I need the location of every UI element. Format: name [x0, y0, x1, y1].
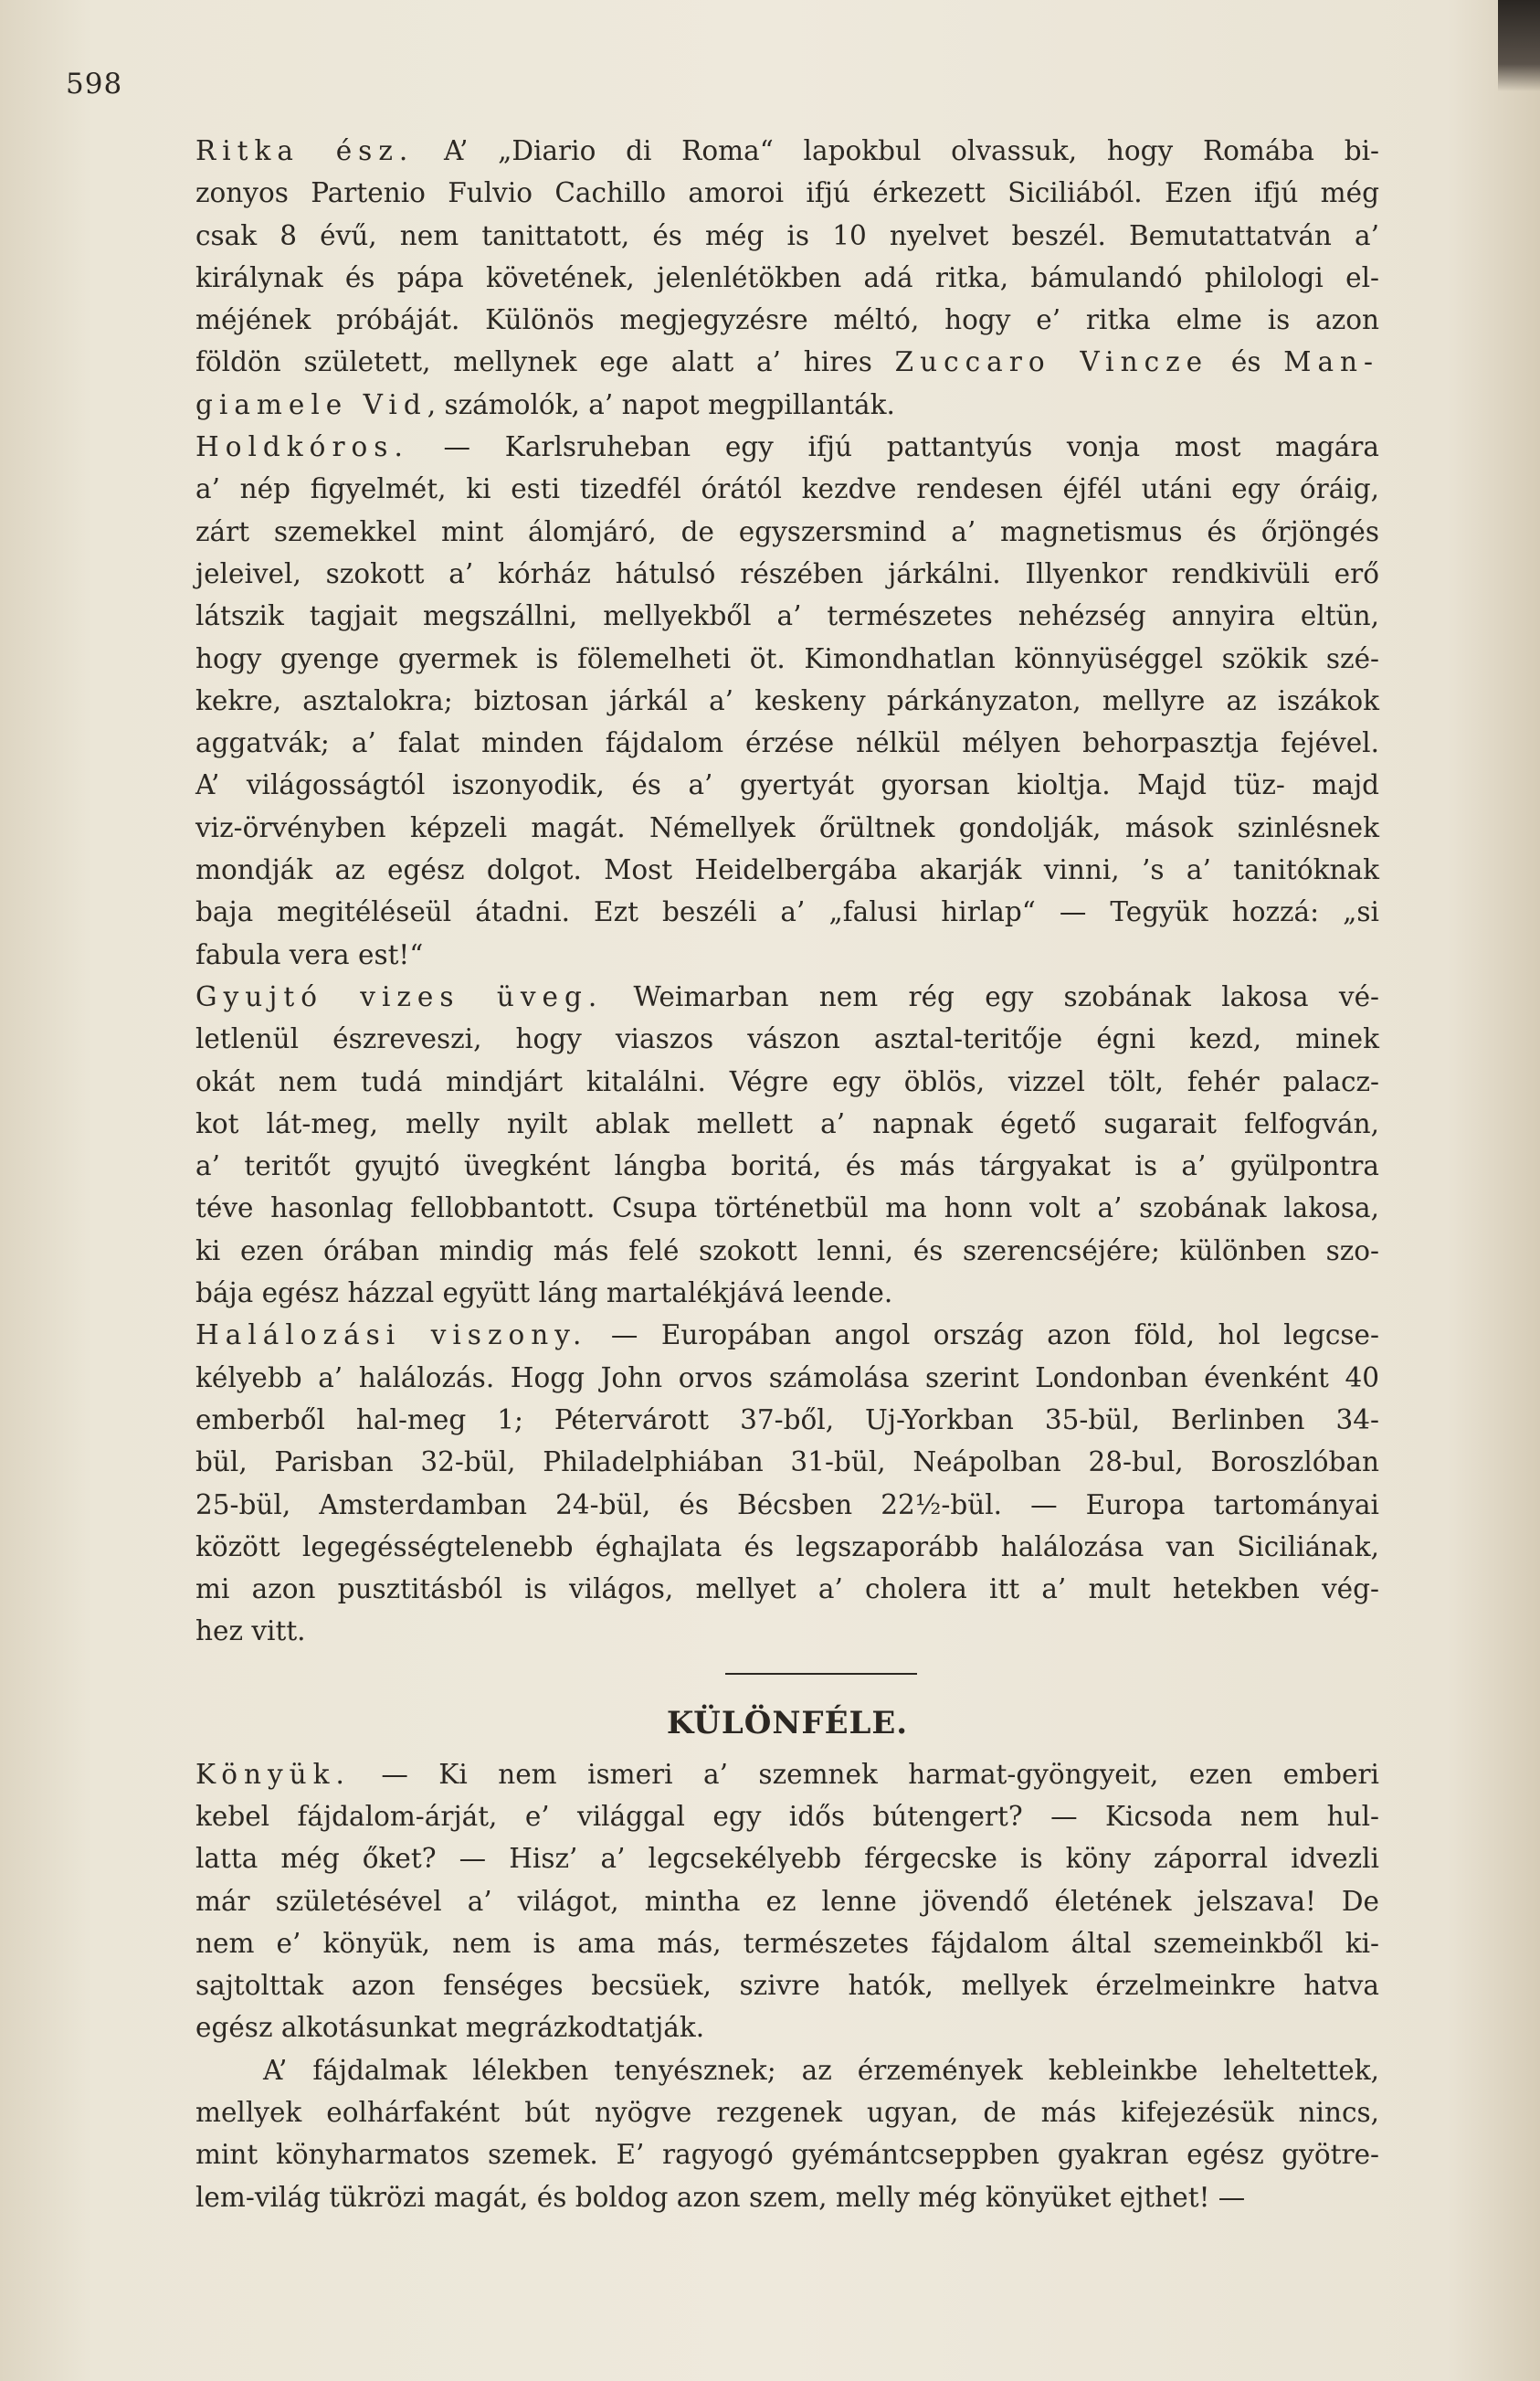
text-line: [195, 341, 1379, 383]
line-text: — Karlsruheban egy ifjú pattantyús vonja most magára: [408, 431, 1379, 463]
text-line: [195, 1272, 1379, 1314]
line-text: bül, Parisban 32-bül, Philadelphiában 31-bül, Neápolban 28-bul, Boroszlóban: [195, 1446, 1379, 1478]
text-line: [195, 2176, 1379, 2218]
page-number: 598: [66, 68, 123, 101]
line-text: viz-örvényben képzeli magát. Némellyek őrültnek gondolják, mások szinlésnek: [195, 811, 1379, 843]
line-text: nem e’ könyük, nem is ama más, természetes fájdalom által szemeinkből ki-: [195, 1927, 1379, 1959]
line-text: földön született, mellynek ege alatt a’ hires: [195, 346, 895, 378]
line-text: és: [1208, 346, 1284, 378]
text-line: [195, 1399, 1379, 1441]
text-line: [195, 2049, 1379, 2091]
line-text: mondják az egész dolgot. Most Heidelbergába akarják vinni, ’s a’ tanitóknak: [195, 854, 1379, 886]
text-line: [195, 1568, 1379, 1610]
text-line: [195, 215, 1379, 257]
section-heading: KÜLÖNFÉLE.: [666, 1704, 909, 1741]
text-line: [195, 1103, 1379, 1145]
line-text: méjének próbáját. Különös megjegyzésre méltó, hogy e’ ritka elme is azon: [195, 304, 1379, 336]
line-text: baja megitéléseül átadni. Ezt beszéli a’ „falusi hirlap“ — Tegyük hozzá: „si: [195, 896, 1379, 928]
text-line: [195, 1018, 1379, 1060]
text-line: [195, 1145, 1379, 1187]
text-line: [195, 2091, 1379, 2133]
text-line: [195, 638, 1379, 680]
spaced-name: Man-: [1283, 346, 1380, 378]
line-text: a’ nép figyelmét, ki esti tizedfél órától kezdve rendesen éjfél utáni egy óráig,: [195, 473, 1379, 505]
line-text: már születésével a’ világot, mintha ez lenne jövendő életének jelszava! De: [195, 1885, 1379, 1917]
spaced-keyword: Könyük.: [195, 1758, 351, 1790]
text-line: [195, 553, 1379, 595]
line-text: A’ fájdalmak lélekben tenyésznek; az érzemények kebleinkbe leheltettek,: [263, 2054, 1379, 2086]
text-line: [195, 1795, 1379, 1837]
line-text: hogy gyenge gyermek is fölemelheti öt. Kimondhatlan könnyüséggel szökik szé-: [195, 642, 1379, 674]
line-text: kebel fájdalom-árját, e’ világgal egy idős bútengert? — Kicsoda nem hul-: [195, 1800, 1379, 1832]
text-line: [195, 257, 1379, 299]
line-text: kot lát-meg, melly nyilt ablak mellett a’ napnak égető sugarait felfogván,: [195, 1107, 1379, 1139]
spaced-keyword: Holdkóros.: [195, 431, 409, 463]
line-text: sajtolttak azon fenséges becsüek, szivre hatók, mellyek érzelmeinkre hatva: [195, 1970, 1379, 2002]
line-text: zonyos Partenio Fulvio Cachillo amoroi ifjú érkezett Siciliából. Ezen ifjú még: [195, 177, 1379, 209]
divider-line: [725, 1673, 917, 1675]
line-text: Weimarban nem rég egy szobának lakosa vé-: [603, 980, 1379, 1012]
text-line: [195, 468, 1379, 510]
line-text: zárt szemekkel mint álomjáró, de egyszersmind a’ magnetismus és őrjöngés: [195, 515, 1379, 547]
text-line: [195, 1187, 1379, 1229]
line-text: lem-világ tükrözi magát, és boldog azon szem, melly még könyüket ejthet! —: [195, 2181, 1246, 2213]
text-line: [195, 595, 1379, 637]
line-text: okát nem tudá mindjárt kitalálni. Végre egy öblös, vizzel tölt, fehér palacz-: [195, 1065, 1379, 1097]
text-line: [195, 1610, 1379, 1652]
text-line: [195, 2133, 1379, 2175]
line-text: jeleivel, szokott a’ kórház hátulsó részében járkálni. Illyenkor rendkivüli erő: [195, 557, 1379, 589]
text-line: [195, 384, 1379, 426]
line-text: , számolók, a’ napot megpillanták.: [427, 388, 895, 420]
text-line: [195, 976, 1379, 1018]
spaced-keyword: giamele Vid: [195, 388, 427, 420]
page-edge-shadow: [1498, 0, 1540, 91]
text-line: [195, 1484, 1379, 1526]
line-text: latta még őket? — Hisz’ a’ legcsekélyebb férgecske is köny záporral idvezli: [195, 1843, 1379, 1875]
line-text: — Europában angol ország azon föld, hol legcse-: [587, 1319, 1379, 1351]
line-text: látszik tagjait megszállni, mellyekből a’ természetes nehézség annyira eltün,: [195, 600, 1379, 632]
spaced-keyword: Gyujtó vizes üveg.: [195, 980, 604, 1012]
section-divider: [195, 1653, 1379, 1693]
line-text: ki ezen órában mindig más felé szokott lenni, és szerencséjére; különben szo-: [195, 1234, 1379, 1266]
line-text: fabula vera est!“: [195, 938, 424, 970]
line-text: csak 8 évű, nem tanittatott, és még is 10 nyelvet beszél. Bemutattatván a’: [195, 219, 1379, 251]
line-text: mi azon pusztitásból is világos, mellyet a’ cholera itt a’ mult hetekben vég-: [195, 1573, 1379, 1605]
line-text: bája egész házzal együtt láng martalékjává leende.: [195, 1277, 893, 1309]
line-text: 25-bül, Amsterdamban 24-bül, és Bécsben 22½-bül. — Europa tartományai: [195, 1488, 1379, 1520]
text-line: [195, 807, 1379, 849]
line-text: aggatvák; a’ falat minden fájdalom érzése nélkül mélyen behorpasztja fejével.: [195, 727, 1379, 759]
line-text: hez vitt.: [195, 1615, 306, 1647]
text-line: [195, 1357, 1379, 1399]
text-line: [195, 426, 1379, 468]
page-text: [195, 130, 1379, 2218]
text-line: [195, 1061, 1379, 1103]
line-text: A’ világosságtól iszonyodik, és a’ gyertyát gyorsan kioltja. Majd tüz- majd: [195, 769, 1379, 801]
spaced-keyword: Halálozási viszony.: [195, 1319, 588, 1351]
line-text: kélyebb a’ halálozás. Hogg John orvos számolása szerint Londonban évenként 40: [195, 1361, 1379, 1393]
spaced-name: Zuccaro Vincze: [894, 346, 1209, 378]
text-line: [195, 764, 1379, 806]
line-text: mellyek eolhárfaként bút nyögve rezgenek ugyan, de más kifejezésük nincs,: [195, 2097, 1379, 2129]
line-text: kekre, asztalokra; biztosan járkál a’ keskeny párkányzaton, mellyre az iszákok: [195, 684, 1379, 716]
line-text: — Ki nem ismeri a’ szemnek harmat-gyöngyeit, ezen emberi: [350, 1758, 1379, 1790]
text-line: [195, 172, 1379, 214]
spaced-keyword: Ritka ész.: [195, 135, 415, 166]
text-line: [195, 1964, 1379, 2006]
text-line: [195, 2006, 1379, 2048]
text-line: [195, 1753, 1379, 1795]
line-text: egész alkotásunkat megrázkodtatják.: [195, 2012, 705, 2044]
line-text: királynak és pápa követének, jelenlétökben adá ritka, bámulandó philologi el-: [195, 261, 1379, 293]
text-line: [195, 1441, 1379, 1483]
line-text: A’ „Diario di Roma“ lapokbul olvassuk, hogy Romába bi-: [414, 135, 1380, 166]
text-line: [195, 722, 1379, 764]
text-line: [195, 1230, 1379, 1272]
text-line: [195, 891, 1379, 933]
text-line: [195, 1880, 1379, 1922]
line-text: letlenül észreveszi, hogy viaszos vászon asztal-teritője égni kezd, minek: [195, 1023, 1379, 1055]
line-text: között legegésségtelenebb éghajlata és legszaporább halálozása van Siciliának,: [195, 1530, 1379, 1562]
text-line: [195, 1526, 1379, 1568]
text-line: [195, 299, 1379, 341]
text-line: [195, 1837, 1379, 1879]
text-line: [195, 934, 1379, 976]
line-text: a’ teritőt gyujtó üvegként lángba boritá, és más tárgyakat is a’ gyülpontra: [195, 1150, 1379, 1182]
line-text: emberből hal-meg 1; Pétervárott 37-ből, Uj-Yorkban 35-bül, Berlinben 34-: [195, 1403, 1379, 1435]
text-line: [195, 511, 1379, 553]
line-text: mint könyharmatos szemek. E’ ragyogó gyémántcseppben gyakran egész gyötre-: [195, 2139, 1379, 2171]
text-line: [195, 1922, 1379, 1964]
text-line: [195, 849, 1379, 891]
text-line: [195, 1314, 1379, 1356]
line-text: téve hasonlag fellobbantott. Csupa történetbül ma honn volt a’ szobának lakosa,: [195, 1192, 1379, 1224]
text-line: [195, 680, 1379, 722]
text-line: [195, 130, 1379, 172]
